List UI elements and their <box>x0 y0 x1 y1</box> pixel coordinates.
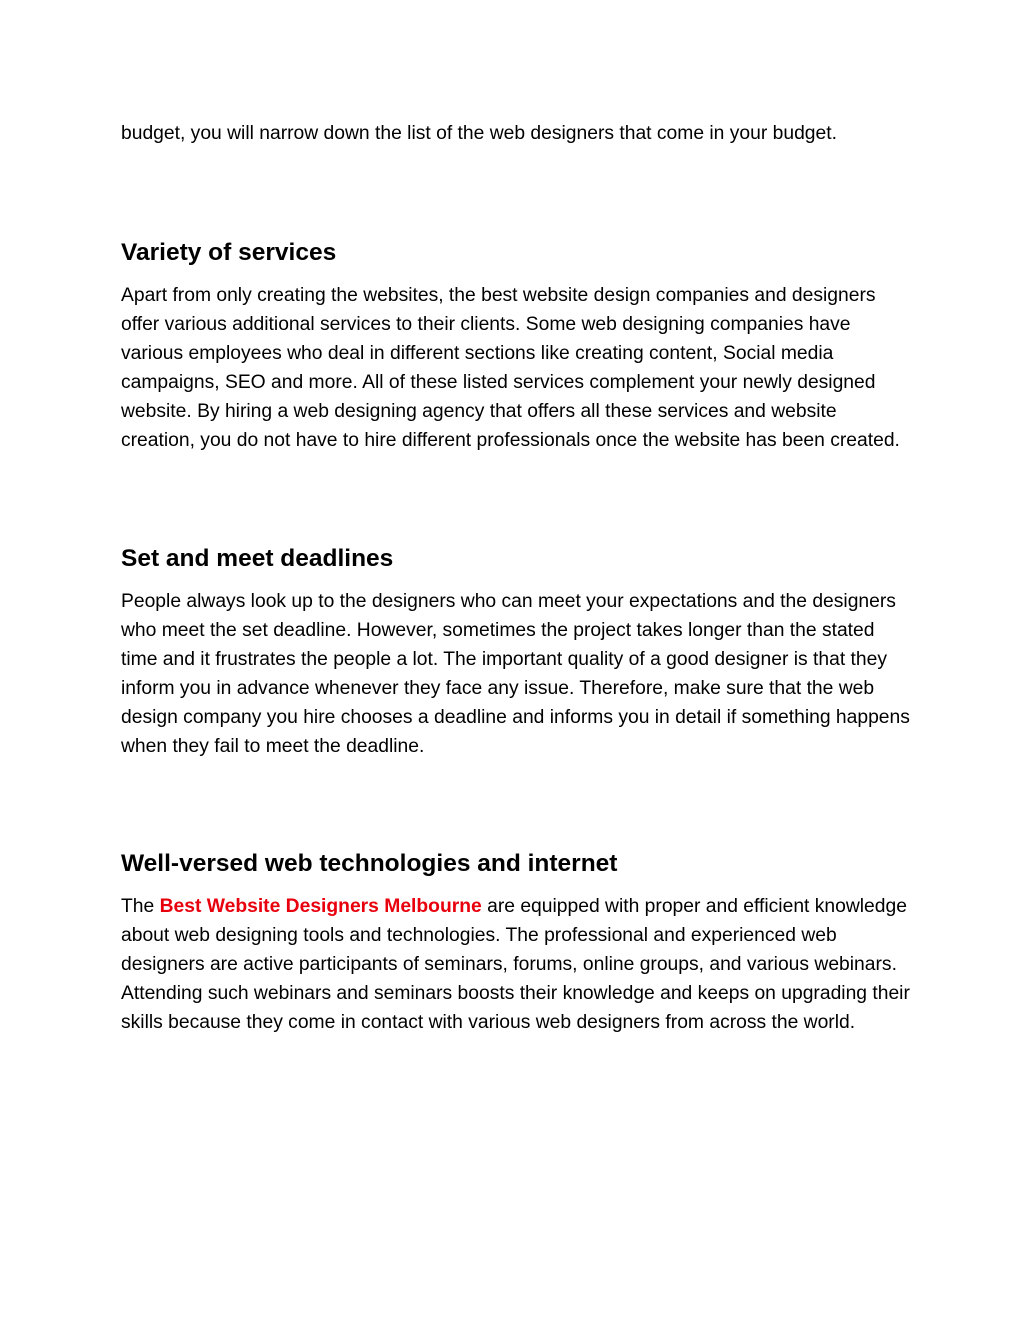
intro-paragraph: budget, you will narrow down the list of the web designers that come in your budget. <box>121 123 837 144</box>
paragraph-suffix: are equipped with proper and efficient knowledge about web designing tools and technologies. The professional and experienced web designers are active participants of seminars, forums, online groups, and various webinars. Attending such webinars and seminars boosts their knowledge and keeps on upgrading their skills because they come in contact with various web designers from across the world. <box>121 896 910 1033</box>
paragraph-variety-of-services: Apart from only creating the websites, the best website design companies and designers offer various additional services to their clients. Some web designing companies have various employees who deal in different sections like creating content, Social media campaigns, SEO and more. All of these listed services complement your newly designed website. By hiring a web designing agency that offers all these services and website creation, you do not have to hire different professionals once the website has been created. <box>121 285 900 451</box>
heading-web-technologies: Well-versed web technologies and internet <box>121 850 618 877</box>
heading-variety-of-services: Variety of services <box>121 239 337 266</box>
paragraph-set-and-meet-deadlines: People always look up to the designers who can meet your expectations and the designers who meet the set deadline. However, sometimes the project takes longer than the stated time and it frustrates the people a lot. The important quality of a good designer is that they inform you in advance whenever they face any issue. Therefore, make sure that the web design company you hire chooses a deadline and informs you in detail if something happens when they fail to meet the deadline. <box>121 591 910 757</box>
best-website-designers-link[interactable]: Best Website Designers Melbourne <box>159 896 482 917</box>
paragraph-web-technologies <box>121 892 911 1037</box>
heading-set-and-meet-deadlines: Set and meet deadlines <box>121 545 394 572</box>
paragraph-prefix: The <box>121 896 160 917</box>
